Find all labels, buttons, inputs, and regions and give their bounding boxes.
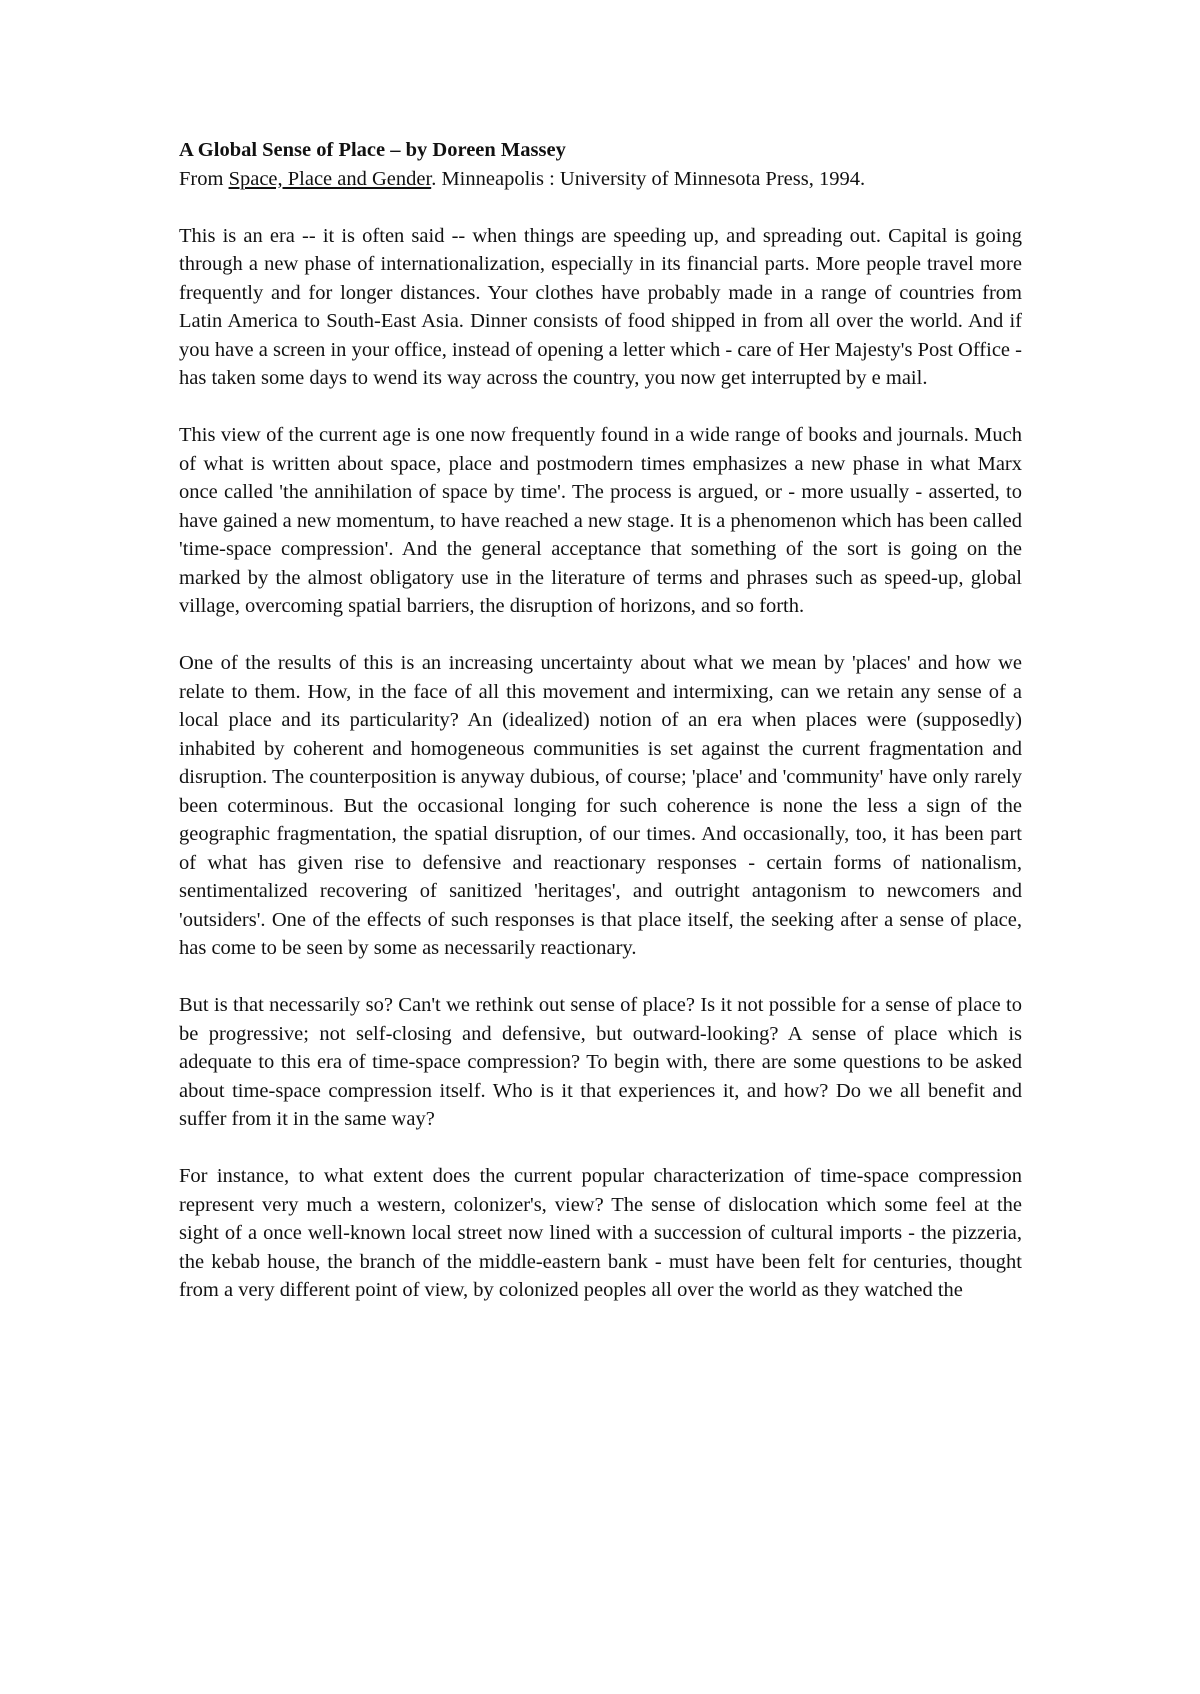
paragraph-3: One of the results of this is an increasing uncertainty about what we mean by 'places' and how we relate to them. How, in the face of all this movement and intermixing, can we retain any sense of a local place and its particularity? An (idealized) notion of an era when places were (supposedly) inhabited by coherent and homogeneous communities is set against the current fragmentation and disruption. The counterposition is anyway dubious, of course; 'place' and 'community' have only rarely been coterminous. But the occasional longing for such coherence is none the less a sign of the geographic fragmentation, the spatial disruption, of our times. And occasionally, too, it has been part of what has given rise to defensive and reactionary responses - certain forms of nationalism, sentimentalized recovering of sanitized 'heritages', and outright antagonism to newcomers and 'outsiders'. One of the effects of such responses is that place itself, the seeking after a sense of place, has come to be seen by some as necessarily reactionary. <box>179 652 1022 959</box>
source-prefix: From <box>179 167 229 190</box>
paragraph-4: But is that necessarily so? Can't we rethink out sense of place? Is it not possible for a sense of place to be progressive; not self-closing and defensive, but outward-looking? A sense of place which is adequate to this era of time-space compression? To begin with, there are some questions to be asked about time-space compression itself. Who is it that experiences it, and how? Do we all benefit and suffer from it in the same way? <box>179 994 1022 1130</box>
paragraph-1: This is an era -- it is often said -- when things are speeding up, and spreading out. Capital is going through a new phase of internationalization, especially in its financial parts. More people travel more frequently and for longer distances. Your clothes have probably made in a range of countries from Latin America to South-East Asia. Dinner consists of food shipped in from all over the world. And if you have a screen in your office, instead of opening a letter which - care of Her Majesty's Post Office - has taken some days to wend its way across the country, you now get interrupted by e mail. <box>179 224 1022 389</box>
source-citation <box>179 165 1022 194</box>
book-title: Space, Place and Gender <box>228 167 432 190</box>
paragraph-2: This view of the current age is one now frequently found in a wide range of books and journals. Much of what is written about space, place and postmodern times emphasizes a new phase in what Marx once called 'the annihilation of space by time'. The process is argued, or - more usually - asserted, to have gained a new momentum, to have reached a new stage. It is a phenomenon which has been called 'time-space compression'. And the general acceptance that something of the sort is going on the marked by the almost obligatory use in the literature of terms and phrases such as speed-up, global village, overcoming spatial barriers, the disruption of horizons, and so forth. <box>179 424 1022 617</box>
document-body <box>179 136 1022 1305</box>
document-title: A Global Sense of Place – by Doreen Massey <box>179 139 566 161</box>
paragraph-5: For instance, to what extent does the current popular characterization of time-space compression represent very much a western, colonizer's, view? The sense of dislocation which some feel at the sight of a once well-known local street now lined with a succession of cultural imports - the pizzeria, the kebab house, the branch of the middle-eastern bank - must have been felt for centuries, thought from a very different point of view, by colonized peoples all over the world as they watched the <box>179 1165 1022 1301</box>
source-suffix: . Minneapolis : University of Minnesota Press, 1994. <box>431 167 866 190</box>
